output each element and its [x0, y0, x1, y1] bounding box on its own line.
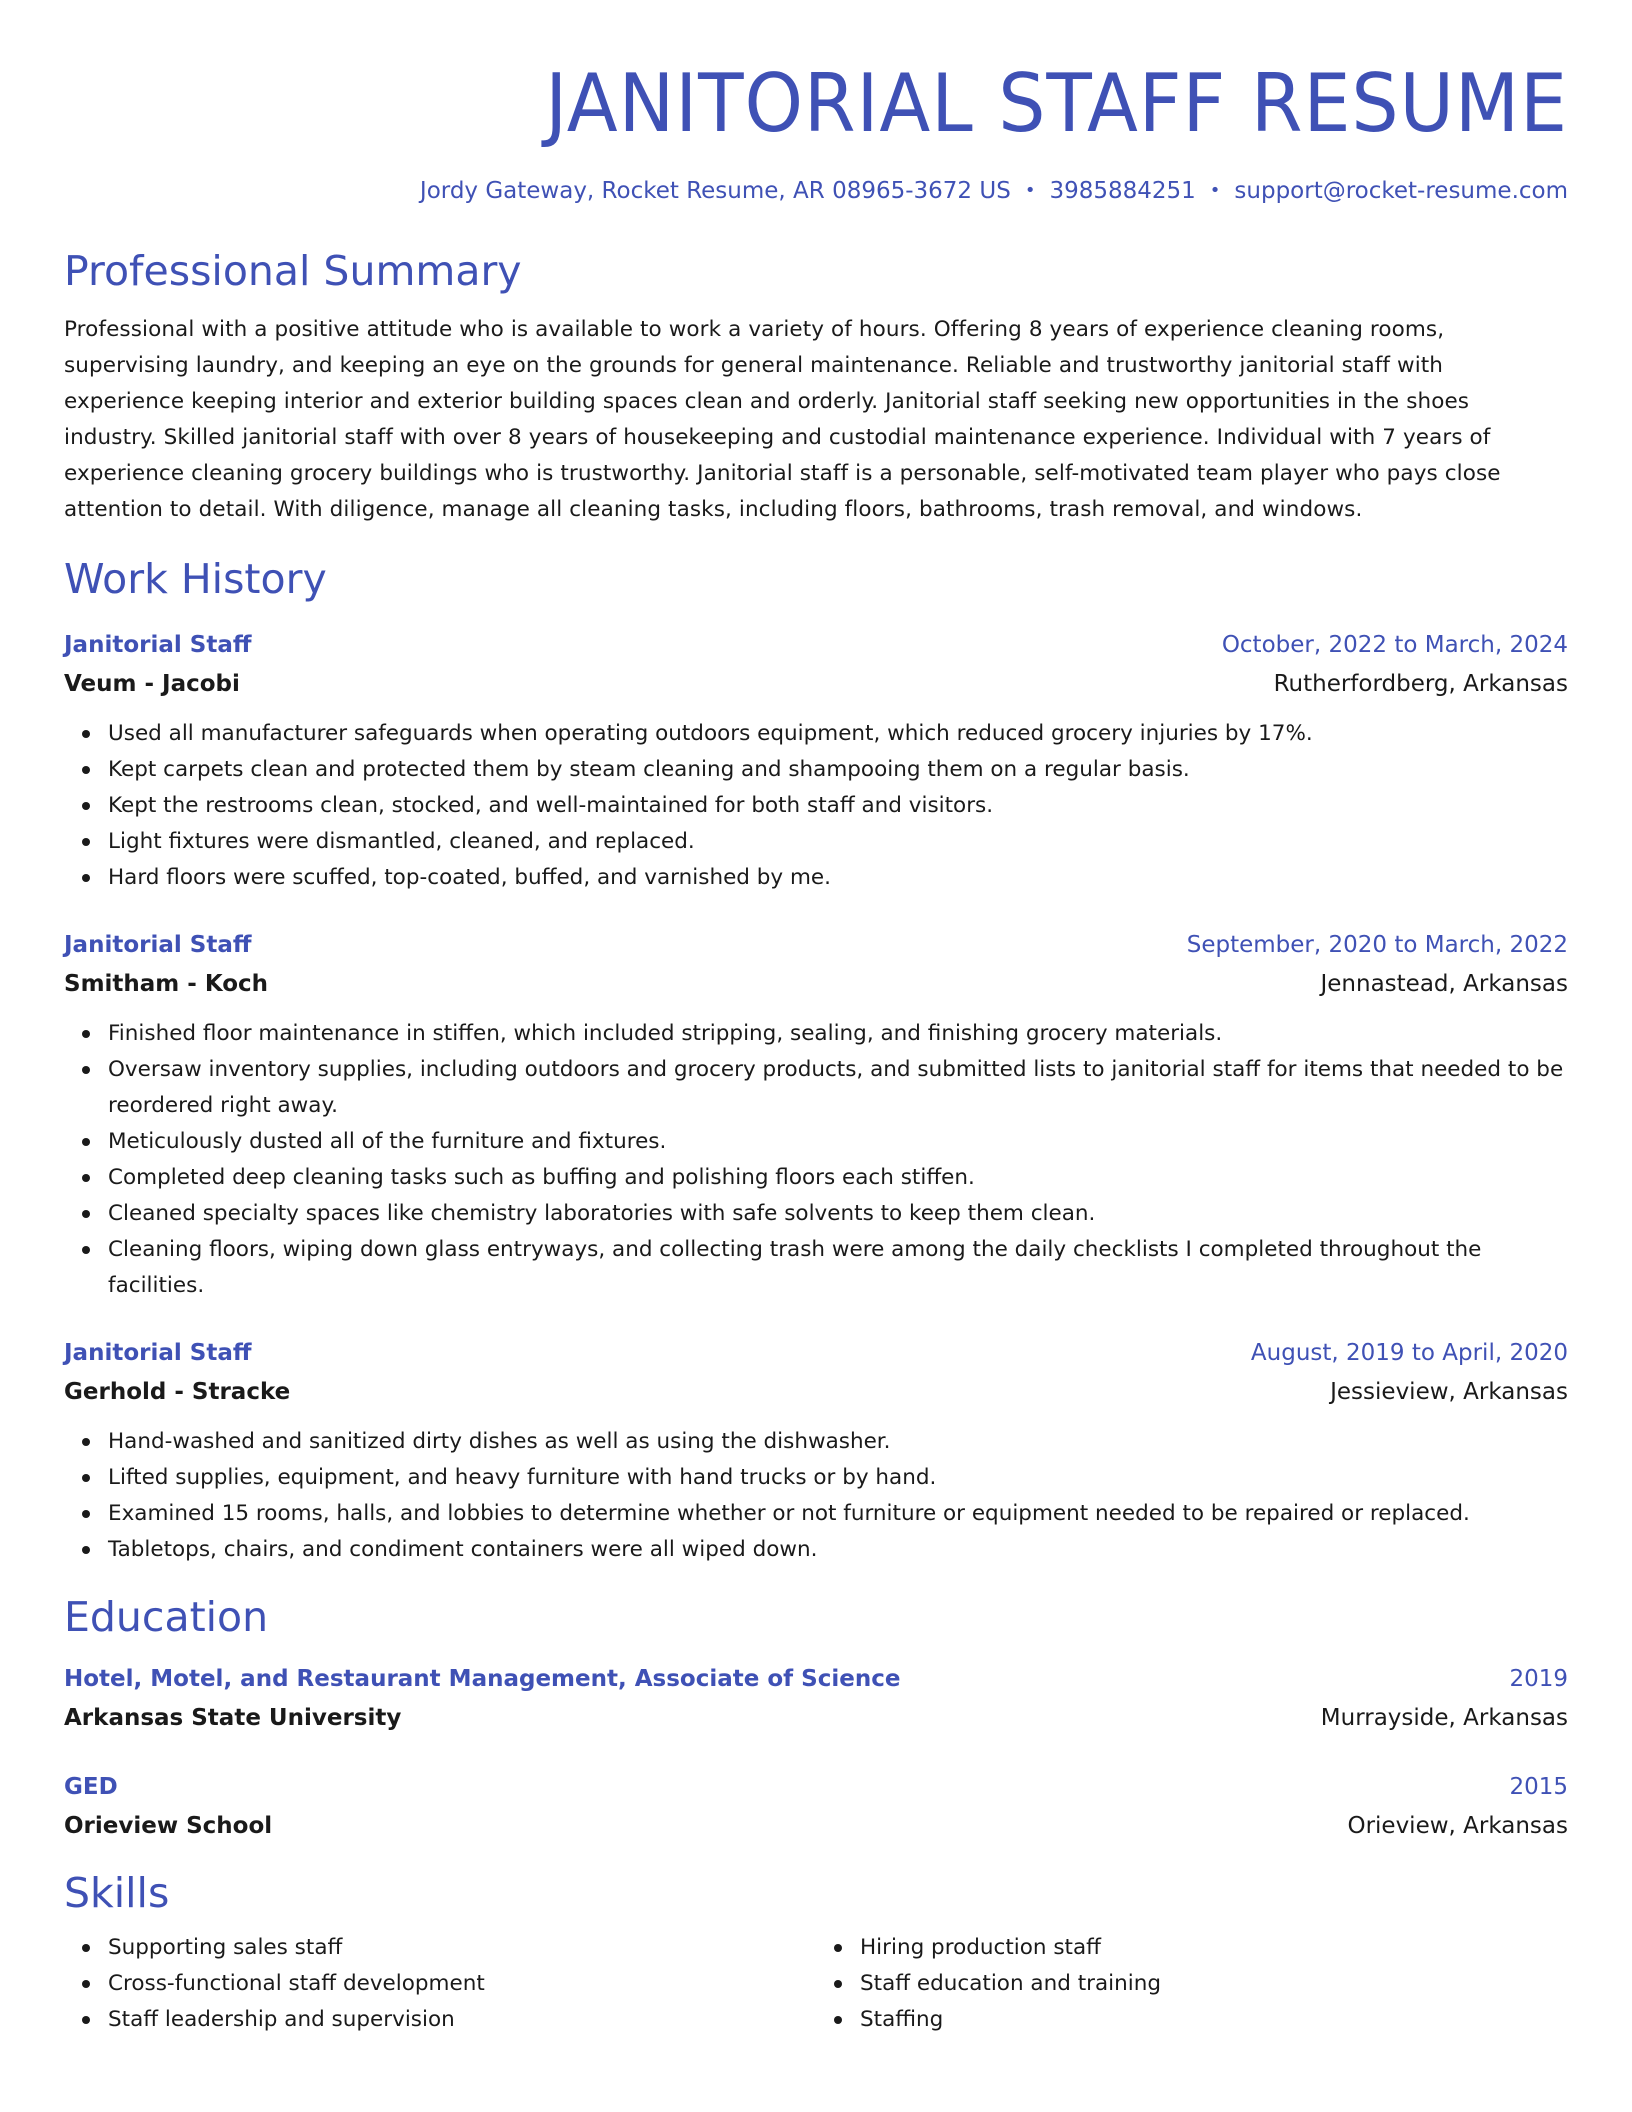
job-company: Veum - Jacobi: [64, 671, 240, 697]
job-bullets: [64, 1016, 1568, 1304]
job-bullet: Completed deep cleaning tasks such as buffing and polishing floors each stiffen.: [108, 1160, 1568, 1196]
skill-item: Staff leadership and supervision: [108, 2002, 816, 2038]
skills-column-right: [816, 1930, 1568, 2038]
job-bullet: Cleaned specialty spaces like chemistry laboratories with safe solvents to keep them clean.: [108, 1196, 1568, 1232]
education-year: 2019: [1509, 1666, 1568, 1692]
job-location: Jessieview, Arkansas: [1330, 1379, 1568, 1405]
job-bullet: Light fixtures were dismantled, cleaned, and replaced.: [108, 824, 1568, 860]
education-school: Arkansas State University: [64, 1705, 402, 1731]
job-location: Jennastead, Arkansas: [1320, 971, 1568, 997]
skill-item: Staff education and training: [860, 1966, 1568, 2002]
education-entry: [64, 1768, 1568, 1846]
separator-dot: •: [1209, 180, 1221, 201]
education-entry: [64, 1660, 1568, 1738]
education-location: Murrayside, Arkansas: [1320, 1705, 1568, 1731]
job-bullet: Used all manufacturer safeguards when operating outdoors equipment, which reduced grocery injuries by 17%.: [108, 716, 1568, 752]
contact-email[interactable]: support@rocket-resume.com: [1234, 178, 1568, 204]
education-heading: Education: [64, 1593, 269, 1641]
education-location: Orieview, Arkansas: [1347, 1813, 1568, 1839]
skill-item: Cross-functional staff development: [108, 1966, 816, 2002]
resume-page: [64, 0, 1568, 2038]
education-degree: GED: [64, 1774, 118, 1800]
summary-text: Professional with a positive attitude who is available to work a variety of hours. Offering 8 years of experience cleaning rooms, supervising laundry, and keeping an eye on the grounds for general maintenance. Reliable and trustworthy janitorial staff with experience keeping interior and exterior building spaces clean and orderly. Janitorial staff seeking new opportunities in the shoes industry. Skilled janitorial staff with over 8 years of housekeeping and custodial maintenance experience. Individual with 7 years of experience cleaning grocery buildings who is trustworthy. Janitorial staff is a personable, self-motivated team player who pays close attention to detail. With diligence, manage all cleaning tasks, including floors, bathrooms, trash removal, and windows.: [64, 317, 1501, 522]
job-bullet: Hand-washed and sanitized dirty dishes as well as using the dishwasher.: [108, 1424, 1568, 1460]
job-company: Gerhold - Stracke: [64, 1379, 291, 1405]
job-bullet: Tabletops, chairs, and condiment containers were all wiped down.: [108, 1532, 1568, 1568]
skills-column-left: [64, 1930, 816, 2038]
job-bullet: Examined 15 rooms, halls, and lobbies to determine whether or not furniture or equipment needed to be repaired or replaced.: [108, 1496, 1568, 1532]
skills-list: [64, 1930, 1568, 2038]
skill-item: Hiring production staff: [860, 1930, 1568, 1966]
job-dates: August, 2019 to April, 2020: [1250, 1340, 1568, 1366]
skill-item: Supporting sales staff: [108, 1930, 816, 1966]
job-bullet: Finished floor maintenance in stiffen, which included stripping, sealing, and finishing grocery materials.: [108, 1016, 1568, 1052]
job-bullet: Kept the restrooms clean, stocked, and well-maintained for both staff and visitors.: [108, 788, 1568, 824]
job-bullet: Oversaw inventory supplies, including outdoors and grocery products, and submitted lists to janitorial staff for items that needed to be reordered right away.: [108, 1052, 1568, 1124]
job-company: Smitham - Koch: [64, 971, 269, 997]
job-bullet: Lifted supplies, equipment, and heavy furniture with hand trucks or by hand.: [108, 1460, 1568, 1496]
job-location: Rutherfordberg, Arkansas: [1273, 671, 1568, 697]
education-school: Orieview School: [64, 1813, 273, 1839]
contact-line: [64, 176, 1568, 206]
contact-phone: 3985884251: [1049, 178, 1196, 204]
job-bullet: Meticulously dusted all of the furniture and fixtures.: [108, 1124, 1568, 1160]
job-entry: [64, 926, 1568, 1304]
job-entry: [64, 626, 1568, 896]
summary-heading: Professional Summary: [64, 247, 522, 295]
separator-dot: •: [1024, 180, 1036, 201]
job-bullets: [64, 716, 1568, 896]
skills-heading: Skills: [64, 1869, 170, 1917]
work-history-heading: Work History: [64, 555, 327, 603]
education-degree: Hotel, Motel, and Restaurant Management, Associate of Science: [64, 1666, 901, 1692]
skill-item: Staffing: [860, 2002, 1568, 2038]
job-bullet: Hard floors were scuffed, top-coated, buffed, and varnished by me.: [108, 860, 1568, 896]
contact-address: Jordy Gateway, Rocket Resume, AR 08965-3672 US: [419, 178, 1011, 204]
job-title: Janitorial Staff: [64, 632, 252, 658]
job-entry: [64, 1334, 1568, 1568]
job-dates: October, 2022 to March, 2024: [1221, 632, 1568, 658]
job-dates: September, 2020 to March, 2022: [1186, 932, 1568, 958]
job-title: Janitorial Staff: [64, 1340, 252, 1366]
education-year: 2015: [1509, 1774, 1568, 1800]
job-bullet: Kept carpets clean and protected them by steam cleaning and shampooing them on a regular basis.: [108, 752, 1568, 788]
job-bullets: [64, 1424, 1568, 1568]
job-bullet: Cleaning floors, wiping down glass entryways, and collecting trash were among the daily checklists I completed throughout the facilities.: [108, 1232, 1568, 1304]
job-title: Janitorial Staff: [64, 932, 252, 958]
resume-title: JANITORIAL STAFF RESUME: [545, 57, 1568, 150]
